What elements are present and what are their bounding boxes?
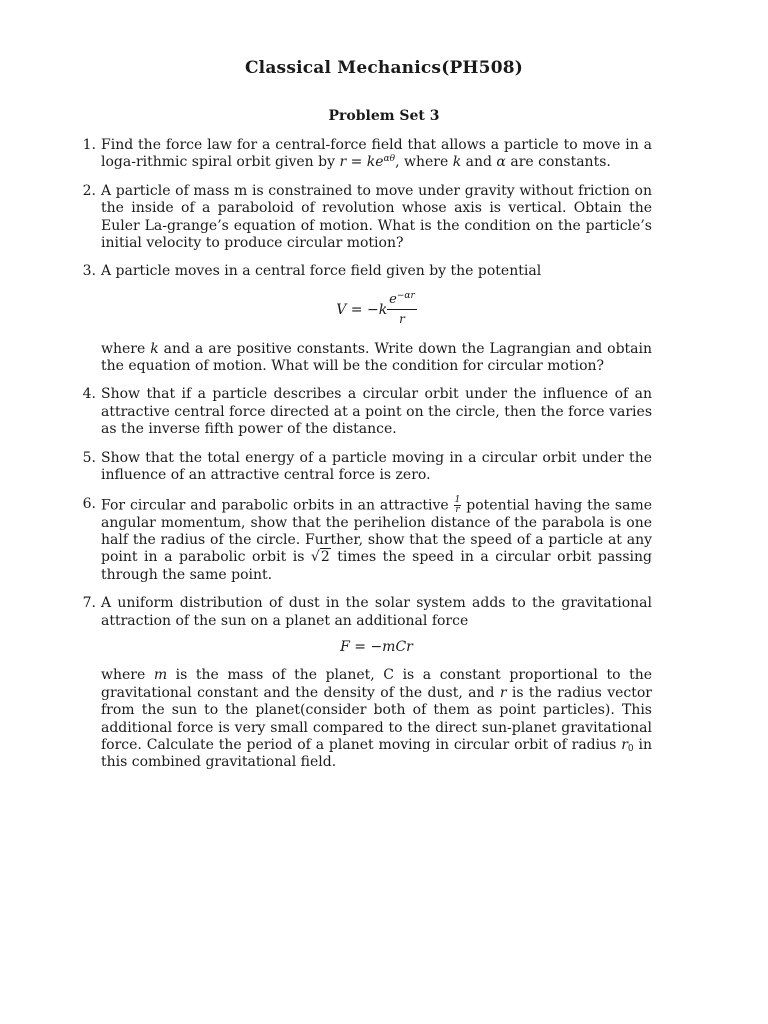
problem-number: 4. <box>82 386 96 403</box>
text-span: potential having the same angular momentum, show that the perihelion distance of the parabola is one half the radius of the circle. Further, show that the speed of a particle at any point in a parabolic orbit is <box>101 497 653 566</box>
math-var: r <box>339 154 347 171</box>
math-var: k <box>452 154 462 171</box>
problem-1 <box>78 137 652 172</box>
math-var: k <box>366 154 376 171</box>
math-var: e <box>375 154 384 171</box>
problem-number: 1. <box>82 137 96 153</box>
problem-intro: A uniform distribution of dust in the solar system adds to the gravitational attraction of the sun on a planet an additional force <box>101 595 652 629</box>
fraction-denominator: r <box>455 504 460 515</box>
math-var: e <box>389 291 397 307</box>
problem-intro: A particle moves in a central force field given by the potential <box>101 263 542 280</box>
sqrt-argument: 2 <box>320 549 330 566</box>
text-span: where <box>101 340 151 357</box>
math-operator: = − <box>346 301 379 318</box>
problem-text <box>101 595 652 772</box>
problem-text: Show that if a particle describes a circular orbit under the influence of an attractive central force directed at a point on the circle, then the force varies as the inverse fifth power of the distance. <box>101 386 652 438</box>
text-span: and a are positive constants. Write down the Lagrangian and obtain the equation of motion. What will be the condition for circular motion? <box>101 340 653 375</box>
text-span: where <box>101 667 154 684</box>
problem-number: 3. <box>82 263 96 280</box>
text-span: , where <box>395 154 453 171</box>
text-span: For circular and parabolic orbits in an attractive <box>101 497 454 513</box>
fraction-numerator <box>387 291 417 310</box>
text-span: is the radius vector from the sun to the planet(consider both of them as point particles). This additional force is very small compared to the direct sun-planet gravitational force. Calculate the period of a planet moving in circular orbit of radius <box>101 684 652 753</box>
math-var: α <box>496 154 506 171</box>
math-var: r <box>499 684 507 701</box>
math-var: m <box>153 667 168 684</box>
fraction <box>387 291 417 329</box>
problem-followup <box>101 667 652 771</box>
text-span: are constants. <box>505 154 611 171</box>
text-span: Find the force law for a central-force field that allows a particle to move in a loga-rithmic spiral orbit given by <box>101 137 652 171</box>
text-span: and <box>461 154 497 171</box>
problem-text <box>101 263 652 375</box>
force-equation: F = −mCr <box>340 638 413 655</box>
math-exponent: −αr <box>396 290 415 301</box>
problem-number: 5. <box>82 449 96 466</box>
problem-set-heading: Problem Set 3 <box>328 108 440 124</box>
problem-text <box>101 496 652 585</box>
fraction-numerator: 1 <box>454 494 461 505</box>
problem-followup <box>101 341 652 376</box>
math-var: r <box>621 736 628 753</box>
problem-text: A particle of mass m is constrained to move under gravity without friction on the inside of a paraboloid of revolution whose axis is vertical. Obtain the Euler La-grange’s equation of motion. What is the condition on the particle’s initial velocity to produce circular motion? <box>101 182 652 252</box>
problem-list <box>78 137 652 783</box>
text-span: times the speed in a circular orbit passing through the same point. <box>101 549 653 583</box>
math-exponent: αθ <box>383 154 396 165</box>
problem-6 <box>78 496 652 585</box>
text-span: is the mass of the planet, C is a constant proportional to the gravitational constant and the density of the dust, and <box>101 667 652 701</box>
problem-number: 2. <box>82 182 96 199</box>
math-var: k <box>378 301 388 318</box>
problem-number: 6. <box>82 495 96 512</box>
sqrt-symbol: √ <box>310 549 320 566</box>
math-subscript: 0 <box>627 743 634 754</box>
text-span: in this combined gravitational field. <box>101 736 652 771</box>
problem-5 <box>78 450 652 485</box>
document-title: Classical Mechanics(PH508) <box>244 58 524 78</box>
math-var: k <box>150 340 159 357</box>
problem-text <box>101 137 652 172</box>
problem-number: 7. <box>82 595 96 612</box>
fraction-denominator: r <box>399 312 405 327</box>
problem-4 <box>78 386 652 438</box>
problem-2 <box>78 183 652 253</box>
problem-3 <box>78 263 652 375</box>
potential-equation <box>101 281 652 341</box>
math-var: V <box>336 301 347 318</box>
problem-text: Show that the total energy of a particle moving in a circular orbit under the influence of an attractive central force is zero. <box>101 449 652 484</box>
problem-7 <box>78 595 652 772</box>
math-operator: = <box>346 154 367 171</box>
